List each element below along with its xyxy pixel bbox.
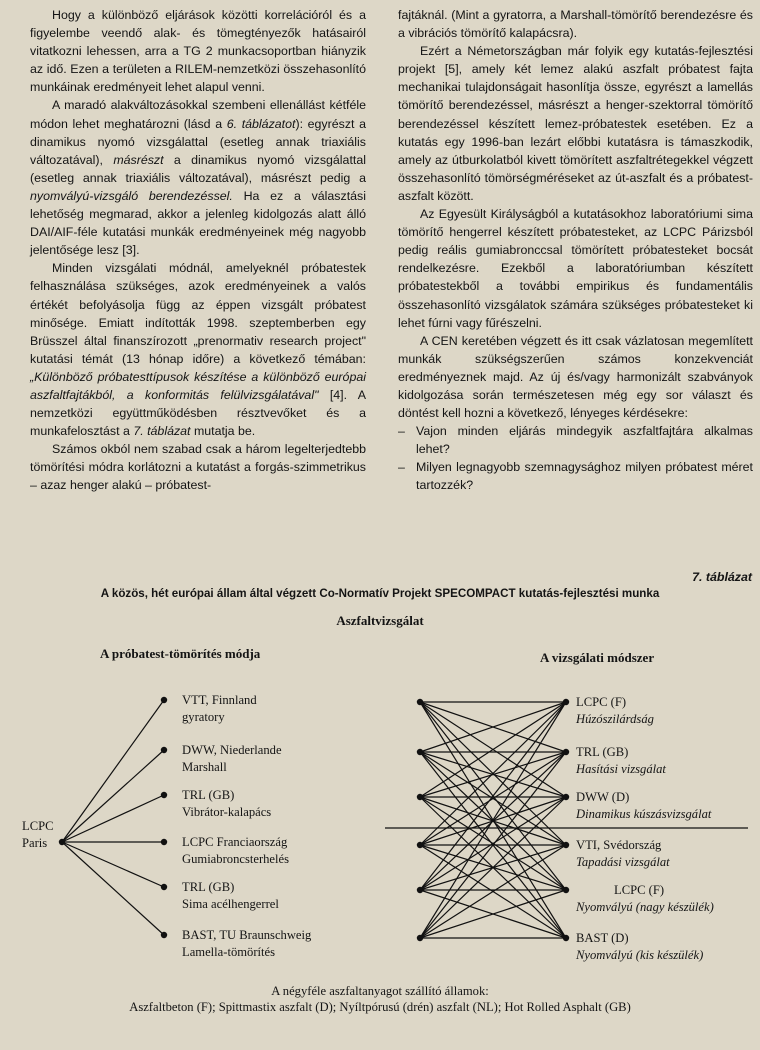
footer-states: Aszfaltbeton (F); Spittmastix aszfalt (D); Nyíltpórusú (drén) aszfalt (NL); Hot Rolled Asphalt (GB) xyxy=(129,1000,631,1014)
node-desc: gyratory xyxy=(182,710,225,724)
compaction-node xyxy=(182,742,282,776)
node-dot xyxy=(563,935,569,941)
table-title: A közös, hét európai állam által végzett Co-Normatív Projekt SPECOMPACT kutatás-fejlesztési munka xyxy=(100,587,660,600)
node-name: LCPC (F) xyxy=(576,695,627,709)
node-dot xyxy=(417,887,423,893)
compaction-node xyxy=(182,879,279,913)
test-method-node xyxy=(576,789,711,823)
test-method-node xyxy=(576,837,670,871)
test-method-node xyxy=(576,930,703,964)
compaction-node xyxy=(182,692,257,726)
node-name: TRL (GB) xyxy=(576,745,629,759)
node-dot xyxy=(563,699,569,705)
compaction-node xyxy=(182,834,289,868)
node-dot xyxy=(161,839,167,845)
paragraph: fajtáknál. (Mint a gyratorra, a Marshall-tömörítő berendezésre és a vibrációs tömörítő kalapácsra). xyxy=(398,8,753,41)
node-dot xyxy=(161,884,167,890)
node-desc: Húzószilárdság xyxy=(576,712,654,726)
node-name: TRL (GB) xyxy=(182,880,235,894)
list-item: – Milyen legnagyobb szemnagysághoz milyen próbatest méret tartozzék? xyxy=(398,460,753,493)
node-dot xyxy=(161,747,167,753)
right-column-header: A vizsgálati módszer xyxy=(540,650,655,665)
node-dot xyxy=(161,697,167,703)
node-dot xyxy=(417,699,423,705)
paragraph: Hogy a különböző eljárások közötti korrelációról és a figyelembe veendő alak- és tömegtényezők hatásairól vitatkozni lehessen, arra a TG 2 munkacsoportban hiányzik az idő. Ezen a területen a RILEM-nemzetközi összehasonlító munkáinak eredményeit lehet alapul venni. xyxy=(30,8,366,95)
test-method-node xyxy=(576,744,666,778)
connector-line xyxy=(62,842,164,887)
test-method-node xyxy=(576,694,654,728)
footer-title: A négyféle aszfaltanyagot szállító államok: xyxy=(271,984,489,998)
connector-line xyxy=(62,700,164,842)
paragraph: A CEN keretében végzett és itt csak vázlatosan megemlített munkák szükségszerűen számos konzekvenciát eredményeznek majd. Az új és/vagy harmonizált szabványok kidolgozása során természetesen még egy sor választ és döntést kell hozni a következő, lényeges kérdésekre: xyxy=(398,333,753,421)
node-name: DWW (D) xyxy=(576,790,630,804)
list-item: – Vajon minden eljárás mindegyik aszfaltfajtára alkalmas lehet? xyxy=(398,424,753,457)
node-desc: Nyomvályú (nagy készülék) xyxy=(576,900,714,914)
compaction-node xyxy=(182,927,311,961)
paragraph: Az Egyesült Királyságból a kutatásokhoz laboratóriumi sima tömörítő hengerrel készített próbatesteket, az LCPC Párizsból pedig reális gumiabronccsal tömörített próbatesteket bocsát rendelkezésre. Ezekből a laboratóriumban készített próbatestekből a további empirikus és fundamentális összehasonlító vizsgálatok számára szükséges próbatesteket ki lehet fúrni vagy fűrészelni. xyxy=(398,207,753,330)
test-method-node xyxy=(576,882,714,916)
node-name: LCPC (F) xyxy=(614,883,665,897)
paragraph: Ezért a Németországban már folyik egy kutatás-fejlesztési projekt [5], amely két lemez alakú aszfalt próbatest fajta mechanikai tulajdonságait hasonlítja össze, egyrészt a lamellás tömörítő berendezéssel, másrészt a henger-szektorral tömörítő berendezéssel készített lemez-próbatestek esetében. Ez a kutatás egy 1996-ban lezárt előbbi kutatásra is támaszkodik, amely az útburkolatból kivett tömörített aszfaltrétegekkel végzett összehasonlító tömörségméréseket az út-aszfalt és a próbatest-aszfalt között. xyxy=(398,44,753,203)
paragraph: Minden vizsgálati módnál, amelyeknél próbatestek felhasználása szükséges, azok eredményeinek a valós értékét befolyásolja függ az éppen vizsgált próbatest minősége. Emiatt indították 1998. szeptemberben egy Brüsszel által finanszírozott „prenormativ research project" kutatási témát (13 hónap időre) a következő témában: „Különböző próbatesttípusok készítése a különböző európai aszfaltfajtákból, a konformitás felülvizsgálatával" [4]. A nemzetközi együttműködésben résztvevőket és a munkafelosztást a 7. táblázat mutatja be. xyxy=(30,261,366,439)
node-dot xyxy=(563,887,569,893)
node-dot xyxy=(563,794,569,800)
left-column-header: A próbatest-tömörítés módja xyxy=(100,646,261,661)
node-desc: Nyomvályú (kis készülék) xyxy=(576,948,704,962)
compaction-node xyxy=(182,787,271,821)
source-dot xyxy=(59,839,65,845)
node-name: BAST, TU Braunschweig xyxy=(182,928,312,942)
paragraph: Számos okból nem szabad csak a három legelterjedtebb tömörítési módra korlátozni a kutatást a forgás-szimmetrikus – azaz henger alakú – próbatest- xyxy=(30,442,366,493)
node-dot xyxy=(161,932,167,938)
paragraph: A maradó alakváltozásokkal szembeni ellenállást kétféle módon lehet meghatározni (lásd a 6. táblázatot): egyrészt a dinamikus nyomó vizsgálattal (esetleg annak triaxiális változatával), másrészt a dinamikus nyomó vizsgálattal (esetleg annak triaxiális változatával), másrészt pedig a nyomvályú-vizsgáló berendezéssel. Ha ez a választási lehetőség megmarad, akkor a jelenleg kidolgozás alatt álló DAI/AIF-féle kutatási munkák eredményeinek még nagyobb jelentősége lesz [3]. xyxy=(30,98,366,258)
node-name: LCPC Franciaország xyxy=(182,835,288,849)
node-name: BAST (D) xyxy=(576,931,629,945)
node-desc: Vibrátor-kalapács xyxy=(182,805,272,819)
node-dot xyxy=(563,842,569,848)
node-desc: Tapadási vizsgálat xyxy=(576,855,670,869)
node-dot xyxy=(417,935,423,941)
node-desc: Sima acélhengerrel xyxy=(182,897,279,911)
node-desc: Dinamikus kúszásvizsgálat xyxy=(576,807,712,821)
node-dot xyxy=(417,842,423,848)
source-node-label: LCPC Paris xyxy=(22,819,54,850)
node-desc: Hasítási vizsgálat xyxy=(576,762,666,776)
node-desc: Lamella-tömörítés xyxy=(182,945,276,959)
node-name: VTT, Finnland xyxy=(182,693,257,707)
connector-line xyxy=(62,795,164,842)
node-desc: Marshall xyxy=(182,760,227,774)
node-name: DWW, Niederlande xyxy=(182,743,282,757)
node-name: TRL (GB) xyxy=(182,788,235,802)
diagram-title: Aszfaltvizsgálat xyxy=(336,613,424,628)
node-name: VTI, Svédország xyxy=(576,838,662,852)
node-dot xyxy=(563,749,569,755)
node-dot xyxy=(161,792,167,798)
connector-line xyxy=(62,750,164,842)
connector-line xyxy=(62,842,164,935)
node-desc: Gumiabroncsterhelés xyxy=(182,852,290,866)
node-dot xyxy=(417,749,423,755)
node-dot xyxy=(417,794,423,800)
table-reference: 7. táblázat xyxy=(692,570,752,584)
